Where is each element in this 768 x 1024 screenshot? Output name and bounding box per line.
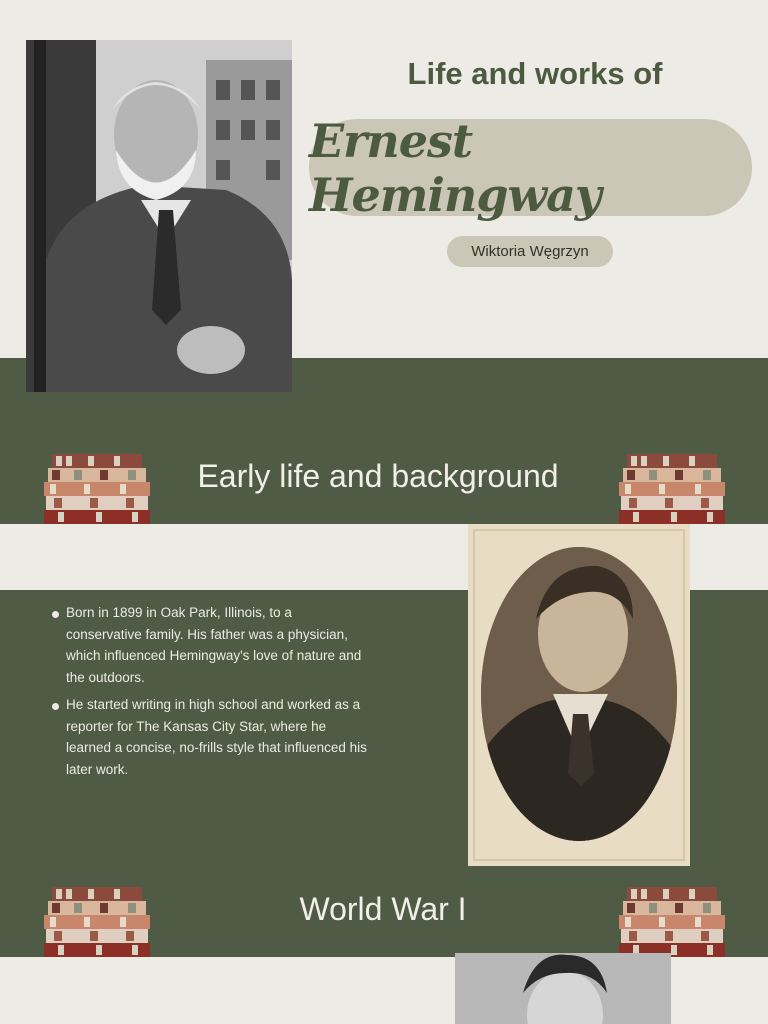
portrait-photo-soldier <box>455 953 671 1024</box>
bookshelf-icon <box>44 454 150 529</box>
bookshelf-icon <box>619 887 725 962</box>
name-banner <box>309 113 752 222</box>
bookshelf-icon <box>619 454 725 529</box>
author-badge: Wiktoria Węgrzyn <box>447 236 613 267</box>
early-life-list <box>50 602 370 786</box>
bullet-icon <box>52 703 59 710</box>
list-item: Born in 1899 in Oak Park, Illinois, to a conservative family. His father was a physician, which influenced Hemingway's love of nature and the outdoors. <box>50 602 370 688</box>
subject-name: Ernest Hemingway <box>309 113 601 222</box>
list-item: He started writing in high school and worked as a reporter for The Kansas City Star, where he learned a concise, no-frills style that influenced his later work. <box>50 694 370 780</box>
portrait-photo-young <box>468 524 690 866</box>
title-line: Life and works of <box>407 56 663 91</box>
section-heading-early-life: Early life and background <box>197 458 559 494</box>
bullet-icon <box>52 611 59 618</box>
bookshelf-icon <box>44 887 150 962</box>
portrait-photo-older <box>26 40 292 392</box>
section-heading-world-war-i: World War I <box>299 891 467 927</box>
